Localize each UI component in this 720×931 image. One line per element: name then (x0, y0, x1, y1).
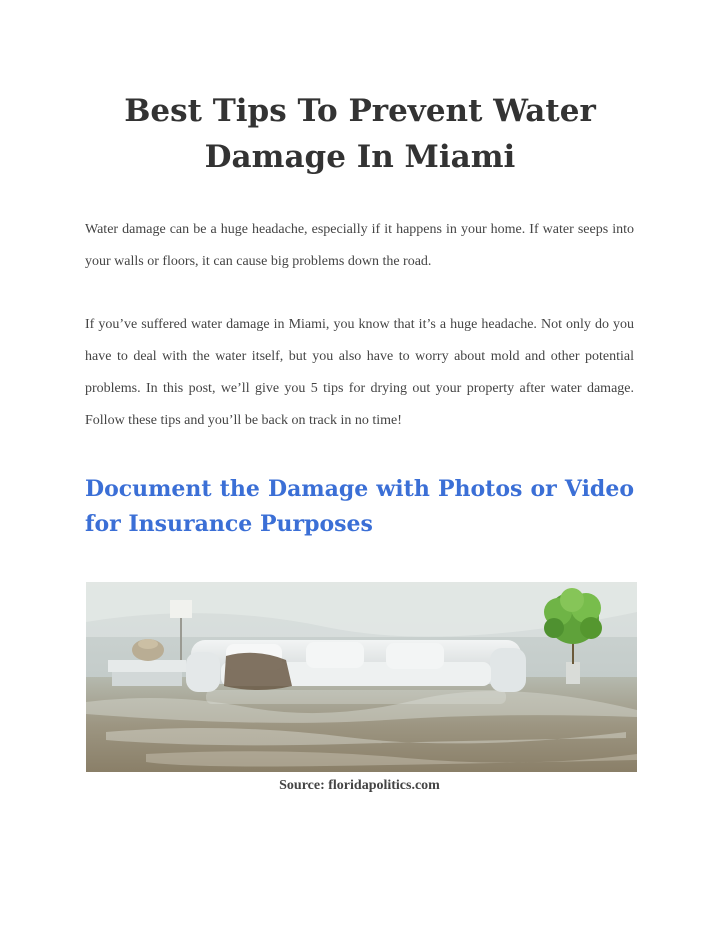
body-paragraph: If you’ve suffered water damage in Miami, you know that it’s a huge headache. Not only do you have to deal with the water itself, but you also have to worry about mold and other potential problems. In this post, we’ll give you 5 tips for drying out your property after water damage. Follow these tips and you’ll be back on track in no time! (85, 317, 634, 428)
image-caption: Source: floridapolitics.com (279, 778, 440, 793)
page-title: Best Tips To Prevent Water Damage In Miami (124, 93, 596, 175)
flooded-living-room-image (86, 582, 637, 772)
section-heading: Document the Damage with Photos or Video for Insurance Purposes (85, 476, 634, 537)
intro-paragraph: Water damage can be a huge headache, especially if it happens in your home. If water seeps into your walls or floors, it can cause big problems down the road. (85, 222, 634, 269)
